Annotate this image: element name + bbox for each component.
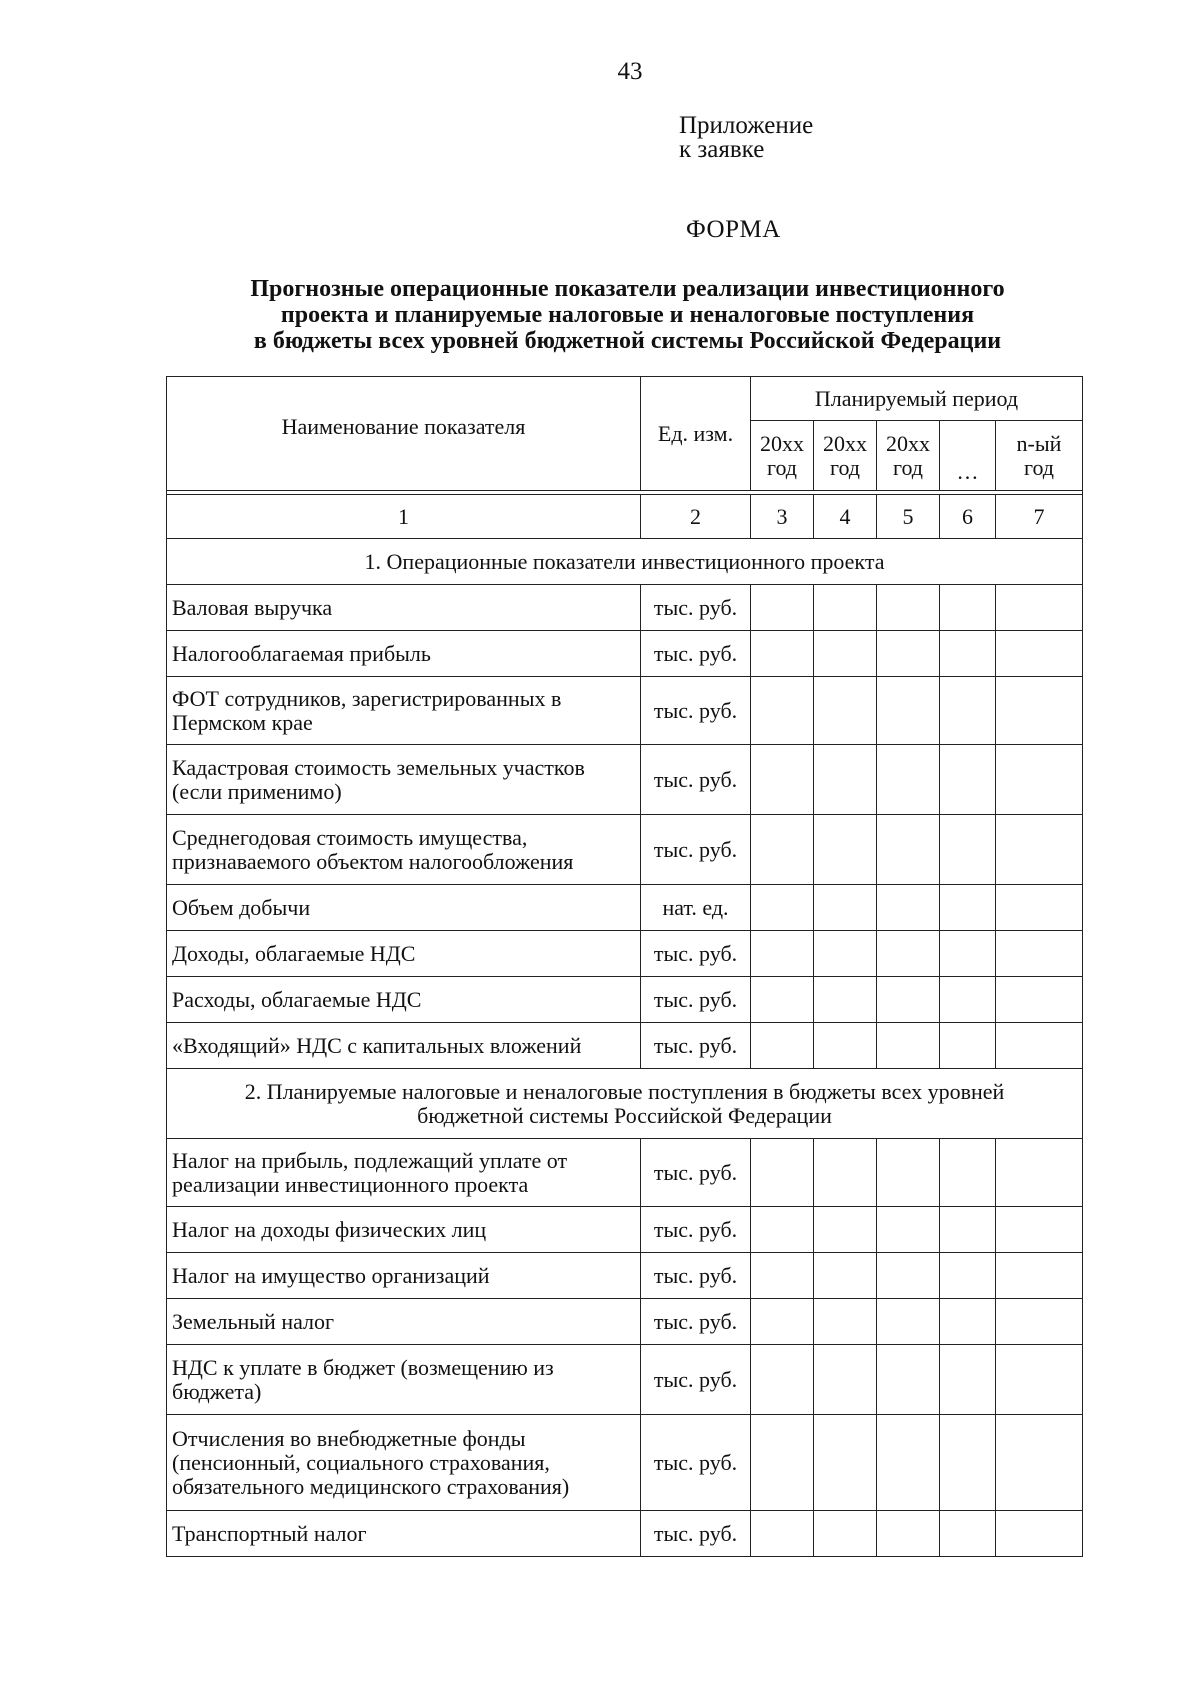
value-cell[interactable] <box>940 1511 996 1557</box>
indicator-name: Земельный налог <box>167 1299 641 1345</box>
header-year-2-bottom: год <box>829 454 861 480</box>
table-row <box>167 1299 1083 1345</box>
indicator-unit: тыс. руб. <box>641 1207 751 1253</box>
indicator-unit: нат. ед. <box>641 885 751 931</box>
value-cell[interactable] <box>751 1023 814 1069</box>
value-cell[interactable] <box>877 931 940 977</box>
value-cell[interactable] <box>996 815 1083 885</box>
column-number: 7 <box>996 495 1083 539</box>
value-cell[interactable] <box>940 745 996 815</box>
value-cell[interactable] <box>940 931 996 977</box>
value-cell[interactable] <box>814 1345 877 1415</box>
page-number: 43 <box>617 58 643 85</box>
value-cell[interactable] <box>814 815 877 885</box>
table-row <box>167 745 1083 815</box>
indicator-name: Налогооблагаемая прибыль <box>167 631 641 677</box>
column-number: 1 <box>167 495 641 539</box>
indicator-name: Налог на прибыль, подлежащий уплате от реализации инвестиционного проекта <box>167 1139 641 1207</box>
indicator-unit: тыс. руб. <box>641 931 751 977</box>
value-cell[interactable] <box>751 931 814 977</box>
table-row <box>167 885 1083 931</box>
value-cell[interactable] <box>996 1023 1083 1069</box>
header-year-ellipsis <box>940 421 996 491</box>
table-row <box>167 931 1083 977</box>
title-line-3: в бюджеты всех уровней бюджетной системы Российской Федерации <box>253 328 1002 354</box>
table-row <box>167 977 1083 1023</box>
value-cell[interactable] <box>940 885 996 931</box>
value-cell[interactable] <box>751 1299 814 1345</box>
value-cell[interactable] <box>877 677 940 745</box>
indicator-name: Доходы, облагаемые НДС <box>167 931 641 977</box>
section-2-title: 2. Планируемые налоговые и неналоговые поступления в бюджеты всех уровней бюджетной системы Российской Федерации <box>167 1069 1083 1139</box>
value-cell[interactable] <box>940 1415 996 1511</box>
value-cell[interactable] <box>877 977 940 1023</box>
value-cell[interactable] <box>877 585 940 631</box>
header-year-3 <box>877 421 940 491</box>
indicator-name: ФОТ сотрудников, зарегистрированных в Пермском крае <box>167 677 641 745</box>
value-cell[interactable] <box>751 1207 814 1253</box>
table-row <box>167 1511 1083 1557</box>
section-1-title: 1. Операционные показатели инвестиционного проекта <box>167 539 1083 585</box>
header-year-4-top: … <box>956 459 979 484</box>
indicator-unit: тыс. руб. <box>641 1511 751 1557</box>
value-cell[interactable] <box>877 1511 940 1557</box>
value-cell[interactable] <box>814 1299 877 1345</box>
value-cell[interactable] <box>940 1299 996 1345</box>
indicator-unit: тыс. руб. <box>641 1345 751 1415</box>
value-cell[interactable] <box>814 885 877 931</box>
value-cell[interactable] <box>814 977 877 1023</box>
indicator-unit: тыс. руб. <box>641 815 751 885</box>
value-cell[interactable] <box>814 1139 877 1207</box>
value-cell[interactable] <box>996 677 1083 745</box>
header-name: Наименование показателя <box>167 377 641 491</box>
header-year-n-bottom: год <box>1023 454 1055 480</box>
header-year-n <box>996 421 1083 491</box>
value-cell[interactable] <box>877 631 940 677</box>
section-1-rows <box>167 585 1083 1069</box>
title-line-1: Прогнозные операционные показатели реализации инвестиционного <box>250 276 1005 302</box>
value-cell[interactable] <box>751 1511 814 1557</box>
value-cell[interactable] <box>751 585 814 631</box>
header-year-2-top: 20xx <box>823 430 867 456</box>
table-row <box>167 677 1083 745</box>
table-row <box>167 1023 1083 1069</box>
value-cell[interactable] <box>940 631 996 677</box>
value-cell[interactable] <box>751 745 814 815</box>
header-unit: Ед. изм. <box>641 377 751 491</box>
value-cell[interactable] <box>814 677 877 745</box>
value-cell[interactable] <box>940 677 996 745</box>
indicators-table <box>166 376 1083 1557</box>
value-cell[interactable] <box>996 1511 1083 1557</box>
indicator-name: «Входящий» НДС с капитальных вложений <box>167 1023 641 1069</box>
indicator-name: Отчисления во внебюджетные фонды (пенсионный, социального страхования, обязательного медицинского страхования) <box>167 1415 641 1511</box>
value-cell[interactable] <box>814 1415 877 1511</box>
appendix-line-1: Приложение <box>679 112 814 139</box>
document-title <box>160 276 1095 354</box>
indicator-name: Валовая выручка <box>167 585 641 631</box>
value-cell[interactable] <box>940 815 996 885</box>
value-cell[interactable] <box>996 931 1083 977</box>
table-row <box>167 1415 1083 1511</box>
table-row <box>167 585 1083 631</box>
value-cell[interactable] <box>814 931 877 977</box>
table-row <box>167 1253 1083 1299</box>
table-row <box>167 631 1083 677</box>
value-cell[interactable] <box>814 1207 877 1253</box>
value-cell[interactable] <box>877 1023 940 1069</box>
indicator-unit: тыс. руб. <box>641 1139 751 1207</box>
header-year-n-top: n-ый <box>1016 430 1062 456</box>
value-cell[interactable] <box>940 1207 996 1253</box>
value-cell[interactable] <box>996 1253 1083 1299</box>
table-row <box>167 1139 1083 1207</box>
indicator-unit: тыс. руб. <box>641 631 751 677</box>
value-cell[interactable] <box>877 1415 940 1511</box>
indicator-name: Среднегодовая стоимость имущества, признаваемого объектом налогообложения <box>167 815 641 885</box>
section-2-header <box>167 1069 1083 1139</box>
table-row <box>167 1207 1083 1253</box>
table-row <box>167 1345 1083 1415</box>
column-number: 5 <box>877 495 940 539</box>
header-period: Планируемый период <box>751 377 1083 421</box>
column-number: 2 <box>641 495 751 539</box>
value-cell[interactable] <box>814 585 877 631</box>
value-cell[interactable] <box>877 1253 940 1299</box>
value-cell[interactable] <box>751 1139 814 1207</box>
header-year-3-top: 20xx <box>886 430 930 456</box>
column-number: 3 <box>751 495 814 539</box>
value-cell[interactable] <box>940 1139 996 1207</box>
section-1-header <box>167 539 1083 585</box>
value-cell[interactable] <box>751 885 814 931</box>
header-year-2 <box>814 421 877 491</box>
form-label: ФОРМА <box>686 216 781 243</box>
title-line-2: проекта и планируемые налоговые и неналоговые поступления <box>280 302 975 328</box>
indicator-unit: тыс. руб. <box>641 1299 751 1345</box>
indicator-name: Налог на имущество организаций <box>167 1253 641 1299</box>
indicator-unit: тыс. руб. <box>641 745 751 815</box>
value-cell[interactable] <box>940 1253 996 1299</box>
indicator-unit: тыс. руб. <box>641 977 751 1023</box>
appendix-note <box>679 114 813 162</box>
header-year-1-bottom: год <box>766 454 798 480</box>
value-cell[interactable] <box>996 1139 1083 1207</box>
value-cell[interactable] <box>996 745 1083 815</box>
indicator-unit: тыс. руб. <box>641 1253 751 1299</box>
value-cell[interactable] <box>877 1345 940 1415</box>
section-2-rows <box>167 1139 1083 1557</box>
indicator-unit: тыс. руб. <box>641 677 751 745</box>
indicator-name: Транспортный налог <box>167 1511 641 1557</box>
column-number: 4 <box>814 495 877 539</box>
value-cell[interactable] <box>877 885 940 931</box>
indicator-name: Кадастровая стоимость земельных участков (если применимо) <box>167 745 641 815</box>
table-row <box>167 815 1083 885</box>
value-cell[interactable] <box>877 815 940 885</box>
header-year-1-top: 20xx <box>760 430 804 456</box>
value-cell[interactable] <box>940 1345 996 1415</box>
value-cell[interactable] <box>751 977 814 1023</box>
header-row-1 <box>167 377 1083 421</box>
value-cell[interactable] <box>877 1139 940 1207</box>
value-cell[interactable] <box>996 885 1083 931</box>
value-cell[interactable] <box>877 1299 940 1345</box>
value-cell[interactable] <box>996 1345 1083 1415</box>
value-cell[interactable] <box>940 977 996 1023</box>
column-number: 6 <box>940 495 996 539</box>
value-cell[interactable] <box>996 1415 1083 1511</box>
appendix-line-2: к заявке <box>679 136 765 163</box>
value-cell[interactable] <box>940 585 996 631</box>
indicator-unit: тыс. руб. <box>641 1023 751 1069</box>
value-cell[interactable] <box>751 815 814 885</box>
value-cell[interactable] <box>996 1207 1083 1253</box>
value-cell[interactable] <box>751 1345 814 1415</box>
value-cell[interactable] <box>814 1023 877 1069</box>
value-cell[interactable] <box>996 585 1083 631</box>
indicator-name: Объем добычи <box>167 885 641 931</box>
indicator-unit: тыс. руб. <box>641 585 751 631</box>
value-cell[interactable] <box>996 977 1083 1023</box>
indicator-name: Расходы, облагаемые НДС <box>167 977 641 1023</box>
value-cell[interactable] <box>996 1299 1083 1345</box>
header-year-3-bottom: год <box>892 454 924 480</box>
value-cell[interactable] <box>751 631 814 677</box>
value-cell[interactable] <box>877 745 940 815</box>
value-cell[interactable] <box>996 631 1083 677</box>
value-cell[interactable] <box>940 1023 996 1069</box>
indicator-unit: тыс. руб. <box>641 1415 751 1511</box>
value-cell[interactable] <box>814 745 877 815</box>
column-number-row <box>167 495 1083 539</box>
value-cell[interactable] <box>877 1207 940 1253</box>
value-cell[interactable] <box>751 677 814 745</box>
indicator-name: Налог на доходы физических лиц <box>167 1207 641 1253</box>
header-year-1 <box>751 421 814 491</box>
value-cell[interactable] <box>751 1415 814 1511</box>
value-cell[interactable] <box>814 1253 877 1299</box>
value-cell[interactable] <box>814 1511 877 1557</box>
value-cell[interactable] <box>751 1253 814 1299</box>
value-cell[interactable] <box>814 631 877 677</box>
indicator-name: НДС к уплате в бюджет (возмещению из бюджета) <box>167 1345 641 1415</box>
